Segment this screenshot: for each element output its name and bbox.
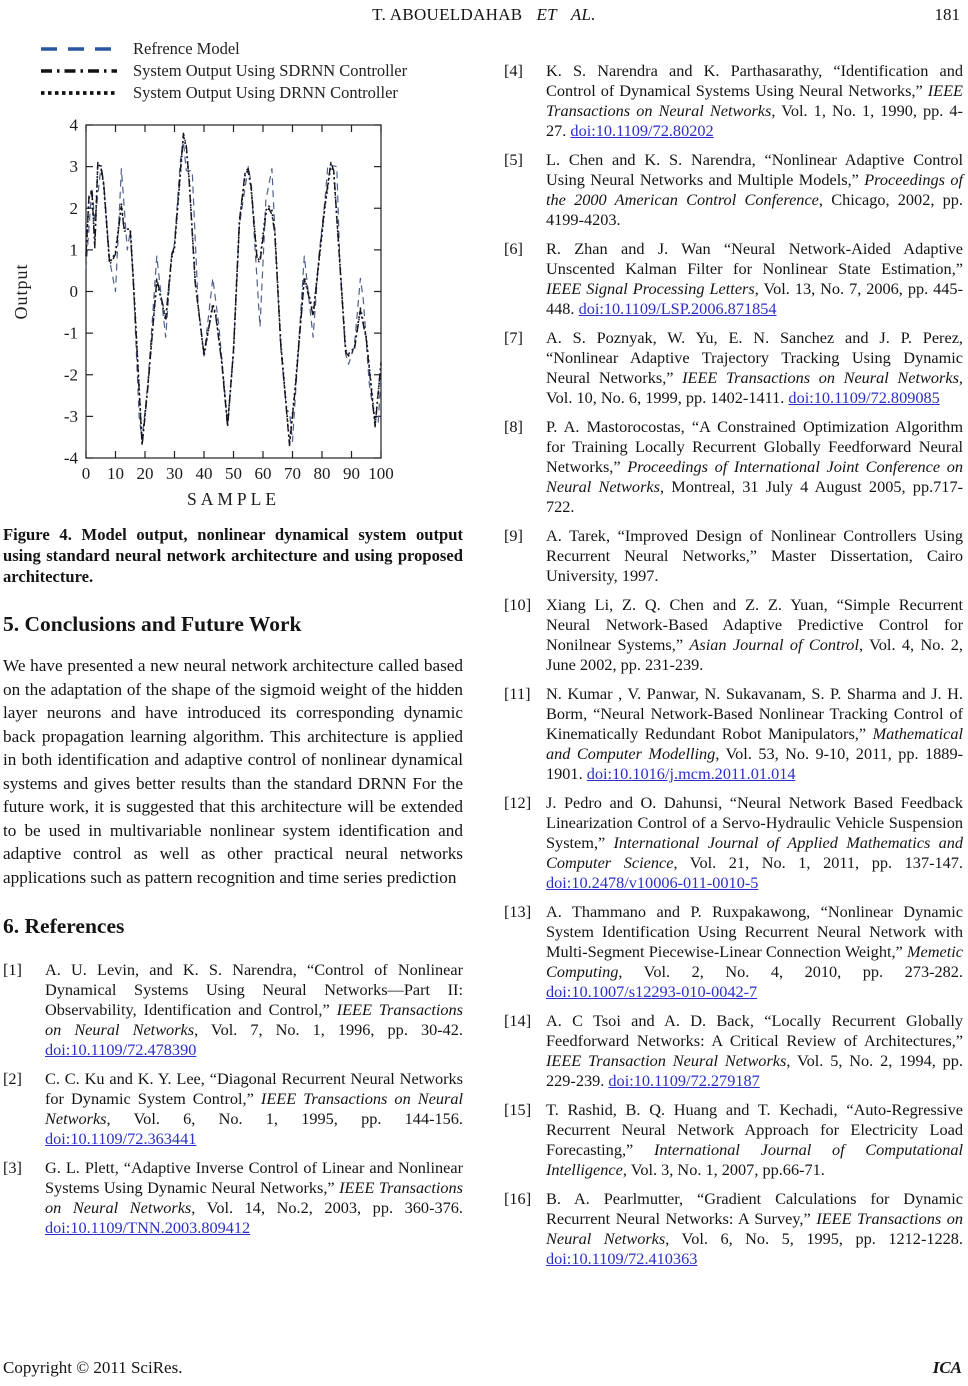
- reference-text: A. U. Levin, and K. S. Narendra, “Control of Nonlinear Dynamical Systems Using Neural Networks—Part II: Observability, Identification and Control,” IEEE Transactions on Neural Networks, Vol. 7, No. 1, 1996, pp. 30-42. doi:10.1109/72.478390: [45, 960, 463, 1059]
- reference-text: J. Pedro and O. Dahunsi, “Neural Network Based Feedback Linearization Control of a Servo-Hydraulic Vehicle Suspension System,” International Journal of Applied Mathematics and Computer Science, Vol. 21, No. 1, 2011, pp. 137-147. doi:10.2478/v10006-011-0010-5: [546, 793, 963, 892]
- reference-text: N. Kumar , V. Panwar, N. Sukavanam, S. P. Sharma and J. H. Borm, “Neural Network-Based Nonlinear Tracking Control of Kinematically Redundant Robot Manipulators,” Mathematical and Computer Modelling, Vol. 53, No. 9-10, 2011, pp. 1889-1901. doi:10.1016/j.mcm.2011.01.014: [546, 684, 964, 783]
- reference-number: [2]: [3, 1069, 22, 1088]
- reference-number: [7]: [504, 328, 523, 347]
- legend-line-sample-1: [39, 66, 119, 76]
- reference-number: [5]: [504, 150, 523, 169]
- reference-item: [504, 1100, 963, 1180]
- figure-caption: Figure 4. Model output, nonlinear dynamical system output using standard neural network architecture and using proposed architecture.: [3, 525, 463, 586]
- doi-link[interactable]: doi:10.1109/72.363441: [45, 1129, 197, 1148]
- reference-item: [504, 526, 963, 586]
- svg-text:80: 80: [313, 464, 331, 483]
- reference-text: A. Tarek, “Improved Design of Nonlinear Controllers Using Recurrent Neural Networks,” Master Dissertation, Cairo University, 1997.: [546, 526, 963, 585]
- doi-link[interactable]: doi:10.1007/s12293-010-0042-7: [546, 982, 758, 1001]
- reference-number: [14]: [504, 1011, 532, 1030]
- chart-legend: [39, 38, 463, 104]
- reference-item: [504, 684, 963, 784]
- doi-link[interactable]: doi:10.1109/72.80202: [570, 121, 714, 140]
- legend-item: [39, 60, 463, 82]
- doi-link[interactable]: doi:10.1109/72.809085: [788, 388, 940, 407]
- legend-item: [39, 82, 463, 104]
- svg-text:2: 2: [69, 198, 78, 218]
- running-head-etal: ET AL.: [536, 5, 596, 24]
- reference-item: [3, 960, 463, 1060]
- svg-text:-1: -1: [63, 323, 78, 343]
- svg-text:10: 10: [107, 464, 124, 483]
- legend-label: System Output Using DRNN Controller: [133, 83, 398, 102]
- conclusions-paragraph: We have presented a new neural network architecture called based on the adaptation of the shape of the sigmoid weight of the hidden layer neurons and have introduced its corresponding dynamic back propagation learning algorithm. This architecture is applied in both identification and adaptive control of nonlinear dynamical systems and gives better results than the standard DRNN For the future work, it is suggested that this architecture will be extended to be used in multivariable nonlinear system identification and adaptive control as well as other practical neural networks applications such as pattern recognition and time series prediction: [3, 656, 463, 887]
- doi-link[interactable]: doi:10.2478/v10006-011-0010-5: [546, 873, 759, 892]
- reference-text: Xiang Li, Z. Q. Chen and Z. Z. Yuan, “Simple Recurrent Neural Network-Based Adaptive Predictive Control for Nonilnear Systems,” Asian Journal of Control, Vol. 4, No. 2, June 2002, pp. 231-239.: [546, 595, 964, 674]
- legend-label: System Output Using SDRNN Controller: [133, 61, 408, 80]
- section-heading-references: 6. References: [3, 914, 125, 938]
- reference-item: [504, 417, 963, 517]
- page-number: 181: [934, 5, 960, 24]
- legend-line-sample-2: [39, 88, 119, 98]
- svg-text:90: 90: [343, 464, 360, 483]
- legend-line-sample-0: [39, 44, 119, 54]
- svg-text:50: 50: [225, 464, 242, 483]
- figure4-chart: [3, 108, 463, 510]
- reference-item: [504, 1011, 963, 1091]
- reference-item: [504, 902, 963, 1002]
- running-head-author: T. ABOUELDAHAB: [372, 5, 523, 24]
- running-head: [0, 5, 968, 25]
- page-header: [0, 5, 968, 29]
- reference-text: T. Rashid, B. Q. Huang and T. Kechadi, “Auto-Regressive Recurrent Neural Network Approach for Electricity Load Forecasting,” International Journal of Computational Intelligence, Vol. 3, No. 1, 2007, pp.66-71.: [546, 1100, 964, 1179]
- reference-number: [3]: [3, 1158, 22, 1177]
- right-column: [504, 40, 963, 1278]
- svg-text:3: 3: [69, 157, 78, 177]
- reference-text: P. A. Mastorocostas, “A Constrained Optimization Algorithm for Training Locally Recurrent Globally Feedforward Neural Networks,” Proceedings of International Joint Conference on Neural Networks, Montreal, 31 July 4 August 2005, pp.717-722.: [546, 417, 964, 516]
- svg-text:100: 100: [368, 464, 394, 483]
- reference-text: C. C. Ku and K. Y. Lee, “Diagonal Recurrent Neural Networks for Dynamic System Control,” IEEE Transactions on Neural Networks, Vol. 6, No. 1, 1995, pp. 144-156. doi:10.1109/72.363441: [45, 1069, 463, 1148]
- reference-number: [8]: [504, 417, 523, 436]
- svg-text:SAMPLE: SAMPLE: [186, 489, 281, 509]
- reference-number: [11]: [504, 684, 531, 703]
- reference-text: R. Zhan and J. Wan “Neural Network-Aided Adaptive Unscented Kalman Filter for Nonlinear State Estimation,” IEEE Signal Processing Letters, Vol. 13, No. 7, 2006, pp. 445-448. doi:10.1109/LSP.2006.871854: [546, 239, 963, 318]
- svg-text:1: 1: [69, 240, 78, 260]
- doi-link[interactable]: doi:10.1109/72.279187: [608, 1071, 760, 1090]
- svg-text:-3: -3: [63, 406, 78, 426]
- doi-link[interactable]: doi:10.1109/72.478390: [45, 1040, 197, 1059]
- references-left: [3, 960, 463, 1238]
- reference-item: [504, 61, 963, 141]
- section-heading-conclusions: 5. Conclusions and Future Work: [3, 612, 302, 636]
- svg-text:-2: -2: [63, 365, 78, 385]
- svg-text:70: 70: [284, 464, 301, 483]
- reference-number: [1]: [3, 960, 22, 979]
- reference-item: [3, 1069, 463, 1149]
- reference-item: [504, 793, 963, 893]
- reference-text: A. C Tsoi and A. D. Back, “Locally Recurrent Globally Feedforward Networks: A Critical Review of Architectures,” IEEE Transaction Neural Networks, Vol. 5, No. 2, 1994, pp. 229-239. doi:10.1109/72.279187: [546, 1011, 964, 1090]
- svg-text:30: 30: [166, 464, 183, 483]
- svg-text:0: 0: [81, 464, 91, 483]
- doi-link[interactable]: doi:10.1109/72.410363: [546, 1249, 698, 1268]
- svg-text:20: 20: [136, 464, 154, 483]
- svg-text:-4: -4: [63, 448, 78, 468]
- reference-number: [9]: [504, 526, 523, 545]
- svg-text:40: 40: [195, 464, 213, 483]
- reference-number: [4]: [504, 61, 523, 80]
- reference-item: [504, 328, 963, 408]
- left-column: [3, 34, 463, 1247]
- doi-link[interactable]: doi:10.1109/LSP.2006.871854: [578, 299, 777, 318]
- journal-abbrev: ICA: [932, 1358, 962, 1377]
- page-footer: [3, 1358, 962, 1378]
- reference-item: [3, 1158, 463, 1238]
- reference-item: [504, 1189, 963, 1269]
- reference-item: [504, 239, 963, 319]
- svg-text:Output: Output: [11, 263, 31, 320]
- reference-item: [504, 595, 963, 675]
- reference-number: [6]: [504, 239, 523, 258]
- reference-number: [13]: [504, 902, 532, 921]
- doi-link[interactable]: doi:10.1109/TNN.2003.809412: [45, 1218, 251, 1237]
- svg-text:4: 4: [69, 115, 78, 135]
- reference-text: B. A. Pearlmutter, “Gradient Calculations for Dynamic Recurrent Neural Networks: A Survey,” IEEE Transactions on Neural Networks, Vol. 6, No. 5, 1995, pp. 1212-1228. doi:10.1109/72.410363: [546, 1189, 963, 1268]
- legend-label: Refrence Model: [133, 39, 240, 58]
- reference-number: [10]: [504, 595, 532, 614]
- legend-item: [39, 38, 463, 60]
- reference-number: [16]: [504, 1189, 532, 1208]
- reference-text: L. Chen and K. S. Narendra, “Nonlinear Adaptive Control Using Neural Networks and Multiple Models,” Proceedings of the 2000 American Control Conference, Chicago, 2002, pp. 4199-4203.: [546, 150, 963, 229]
- figure-4: [3, 38, 463, 587]
- doi-link[interactable]: doi:10.1016/j.mcm.2011.01.014: [586, 764, 796, 783]
- reference-text: K. S. Narendra and K. Parthasarathy, “Identification and Control of Dynamical Systems Using Neural Networks,” IEEE Transactions on Neural Networks, Vol. 1, No. 1, 1990, pp. 4-27. doi:10.1109/72.80202: [546, 61, 963, 140]
- references-right: [504, 61, 963, 1269]
- reference-text: G. L. Plett, “Adaptive Inverse Control of Linear and Nonlinear Systems Using Dynamic Neural Networks,” IEEE Transactions on Neural Networks, Vol. 14, No.2, 2003, pp. 360-376. doi:10.1109/TNN.2003.809412: [45, 1158, 464, 1237]
- reference-text: A. Thammano and P. Ruxpakawong, “Nonlinear Dynamic System Identification Using Recurrent Neural Network with Multi-Segment Piecewise-Linear Connection Weight,” Memetic Computing, Vol. 2, No. 4, 2010, pp. 273-282. doi:10.1007/s12293-010-0042-7: [546, 902, 963, 1001]
- reference-number: [15]: [504, 1100, 532, 1119]
- reference-number: [12]: [504, 793, 532, 812]
- svg-text:0: 0: [69, 282, 78, 301]
- reference-text: A. S. Poznyak, W. Yu, E. N. Sanchez and J. P. Perez, “Nonlinear Adaptive Trajectory Tracking Using Dynamic Neural Networks,” IEEE Transactions on Neural Networks, Vol. 10, No. 6, 1999, pp. 1402-1411. doi:10.1109/72.809085: [546, 328, 963, 407]
- svg-text:60: 60: [254, 464, 272, 483]
- reference-item: [504, 150, 963, 230]
- copyright-notice: Copyright © 2011 SciRes.: [3, 1358, 183, 1377]
